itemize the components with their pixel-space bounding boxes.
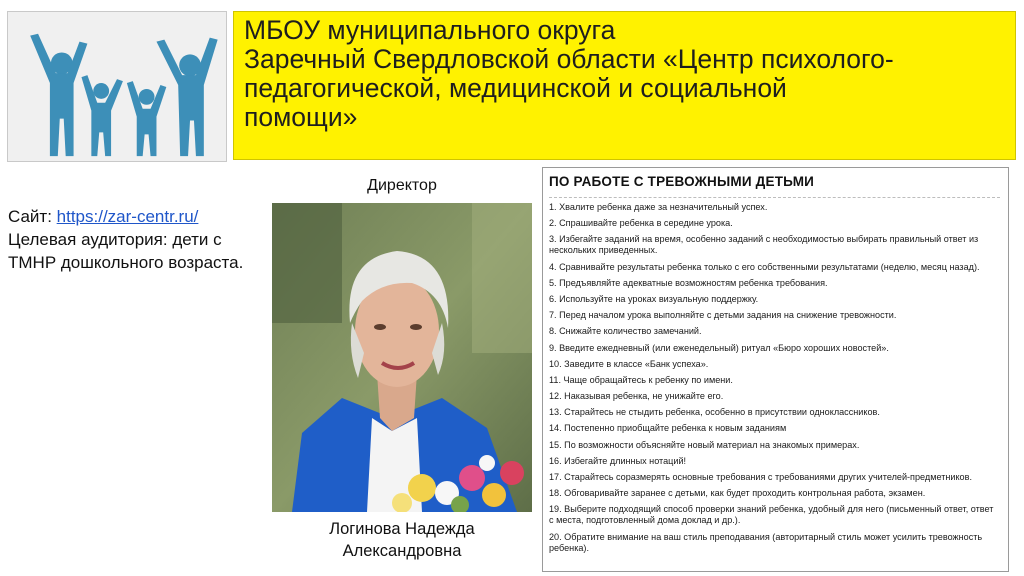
title-banner bbox=[233, 11, 1016, 160]
audience-line: Целевая аудитория: дети с bbox=[8, 230, 222, 249]
list-item: 20. Обратите внимание на ваш стиль преподавания (авторитарный стиль может усилить тревожность ребенка). bbox=[549, 531, 983, 553]
name-line: Александровна bbox=[342, 542, 462, 560]
list-item: 17. Старайтесь соразмерять основные требования с требованиями других учителей-предметников. bbox=[549, 472, 972, 482]
list-item: 10. Заведите в классе «Банк успеха». bbox=[549, 358, 709, 369]
site-link[interactable]: https://zar-centr.ru/ bbox=[56, 207, 199, 226]
list-item: 5. Предъявляйте адекватные возможностям ребенка требования. bbox=[549, 277, 828, 288]
memo-title: ПО РАБОТЕ С ТРЕВОЖНЫМИ ДЕТЬМИ bbox=[549, 174, 1000, 198]
list-item: 19. Выберите подходящий способ проверки знаний ребенка, удобный для него (письменный ответ, ответ с места, подготовленный дома доклад и др.). bbox=[549, 504, 994, 526]
list-item: 7. Перед началом урока выполняйте с детьми задания на снижение тревожности. bbox=[549, 310, 897, 321]
list-item: 6. Используйте на уроках визуальную поддержку. bbox=[549, 293, 759, 304]
list-item: 11. Чаще обращайтесь к ребенку по имени. bbox=[549, 374, 733, 385]
title-line: педагогической, медицинской и социальной bbox=[244, 73, 787, 103]
director-name bbox=[272, 518, 532, 562]
family-figures-icon bbox=[8, 12, 226, 161]
list-item: 9. Введите ежедневный (или еженедельный) ритуал «Бюро хороших новостей». bbox=[549, 342, 889, 353]
site-line bbox=[8, 205, 268, 228]
list-item: 8. Снижайте количество замечаний. bbox=[549, 326, 702, 337]
list-item: 12. Наказывая ребенка, не унижайте его. bbox=[549, 391, 724, 402]
list-item: 2. Спрашивайте ребенка в середине урока. bbox=[549, 218, 733, 229]
list-item: 16. Избегайте длинных нотаций! bbox=[549, 455, 687, 466]
logo bbox=[7, 11, 227, 162]
memo-panel bbox=[542, 167, 1009, 572]
director-label: Директор bbox=[367, 177, 437, 194]
list-item: 15. По возможности объясняйте новый материал на знакомых примерах. bbox=[549, 439, 860, 450]
list-item: 4. Сравнивайте результаты ребенка только с его собственными результатами (неделю, месяц назад). bbox=[549, 261, 980, 272]
director-photo bbox=[272, 203, 532, 512]
title-line: помощи» bbox=[244, 102, 358, 132]
audience-line: ТМНР дошкольного возраста. bbox=[8, 253, 244, 272]
list-item: 14. Постепенно приобщайте ребенка к новым заданиям bbox=[549, 423, 787, 434]
site-label: Сайт: bbox=[8, 207, 57, 226]
memo-list bbox=[549, 202, 1000, 554]
title-line: МБОУ муниципального округа bbox=[244, 15, 616, 45]
list-item: 18. Обговаривайте заранее с детьми, как будет проходить контрольная работа, экзамен. bbox=[549, 488, 926, 499]
list-item: 3. Избегайте заданий на время, особенно заданий с необходимостью выбирать правильный ответ из нескольких приведенных. bbox=[549, 234, 979, 256]
info-block bbox=[8, 205, 268, 274]
name-line: Логинова Надежда bbox=[329, 520, 475, 538]
title-line: Заречный Свердловской области «Центр психолого- bbox=[244, 44, 894, 74]
list-item: 13. Старайтесь не стыдить ребенка, особенно в присутствии одноклассников. bbox=[549, 407, 880, 418]
list-item: 1. Хвалите ребенка даже за незначительный успех. bbox=[549, 202, 768, 212]
